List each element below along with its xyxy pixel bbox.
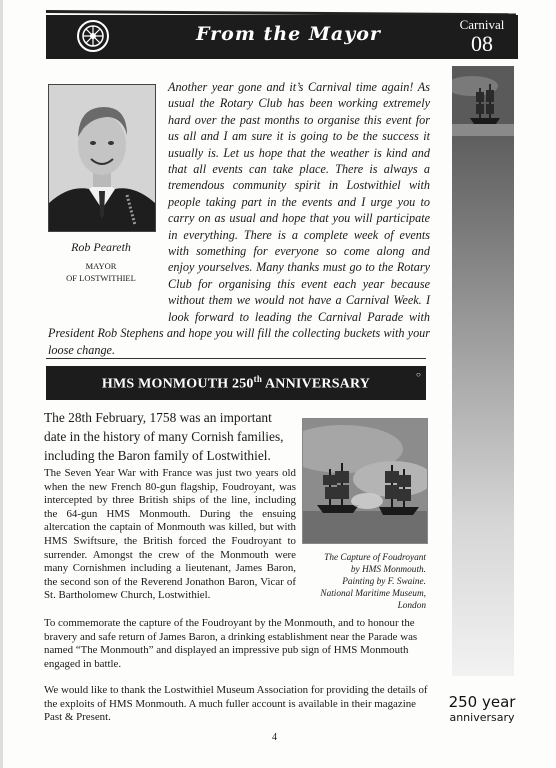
mayor-letter-text: Another year gone and it’s Carnival time again! As usual the Rotary Club has been working extremely hard over the past months to organise this event for us all and I am sure it is going to be the success it usually is. Let us hope that the weather is kind and that all events can take place. There is always a tremendous community spirit in Lostwithiel with people taking part in the events and I urge you to carry on as usual and hope that you will participate in everything. There is a complete week of events with something for everyone so come along and enjoy yourselves. Many thanks must go to the Rotary Club for organising this event each year because without them we would not have a Carnival Week. I look forward to leading the Carnival Parade with President Rob Stephens and hope you will fill the collecting buckets with your loose change. xyxy=(48,80,430,357)
mayor-banner xyxy=(46,15,446,59)
mayor-name: Rob Peareth xyxy=(71,240,131,254)
mayor-letter xyxy=(48,79,430,358)
hms-title-sup: th xyxy=(253,374,263,384)
sea-battle-image xyxy=(303,419,427,543)
hms-banner xyxy=(46,366,426,400)
decorative-side-column xyxy=(452,66,514,676)
painting-image xyxy=(302,418,428,544)
painting-caption xyxy=(300,552,426,612)
hms-title-end: ANNIVERSARY xyxy=(262,376,371,392)
hms-title-main: HMS MONMOUTH 250 xyxy=(101,376,254,392)
hms-intro: The 28th February, 1758 was an important date in the history of many Cornish families, including the Baron family of Lostwithiel. xyxy=(44,410,284,463)
caption-line1: The Capture of Foudroyant xyxy=(324,553,426,563)
hms-title xyxy=(46,374,426,393)
caption-line2: by HMS Monmouth. xyxy=(350,565,426,575)
anniversary-badge xyxy=(444,694,520,724)
carnival-label: Carnival xyxy=(459,17,505,32)
dot-icon: ○ xyxy=(416,370,421,379)
section-divider xyxy=(46,358,426,359)
photo-spacer xyxy=(48,79,168,309)
rotary-wheel-icon xyxy=(76,19,110,53)
page-edge xyxy=(0,0,3,768)
page-title: From the Mayor xyxy=(196,23,381,45)
mayor-role-line2: OF LOSTWITHIEL xyxy=(66,273,136,283)
hms-commemorate: To commemorate the capture of the Foudroyant by the Monmouth, and to honour the bravery and safe return of James Baron, a drinking establishment near the Parade was named “The Monmouth” and displayed an impressive pub sign of HMS Monmouth engaged in battle. xyxy=(44,617,418,670)
caption-line4: National Maritime Museum, xyxy=(320,589,426,599)
page-number: 4 xyxy=(272,732,277,743)
caption-line5: London xyxy=(397,601,426,611)
carnival-badge xyxy=(446,15,518,59)
anniversary-line1: 250 year xyxy=(448,693,516,711)
mayor-role-line1: MAYOR xyxy=(85,261,117,271)
anniversary-line2: anniversary xyxy=(449,711,515,724)
hms-body: The Seven Year War with France was just two years old when the new French 80-gun flagship, Foudroyant, was intercepted by three British ships of the line, including the 64-gun HMS Monmouth. During the ensuing altercation the captain of Monmouth was killed, but with HMS Swiftsure, the British forced the Foudroyant to surrender. Amongst the crew of the Monmouth were many Cornishmen including a lieutenant, James Baron, the second son of the Reverend Jonathon Baron, Vicar of St. Bartholomew Church, Lostwithiel. xyxy=(44,467,296,602)
caption-line3: Painting by F. Swaine. xyxy=(342,577,426,587)
carnival-year: 08 xyxy=(471,31,493,56)
ship-image xyxy=(452,66,514,136)
hms-thanks: We would like to thank the Lostwithiel Museum Association for providing the details of the exploits of HMS Monmouth. A much fuller account is available in their magazine Past & Present. xyxy=(44,684,428,724)
